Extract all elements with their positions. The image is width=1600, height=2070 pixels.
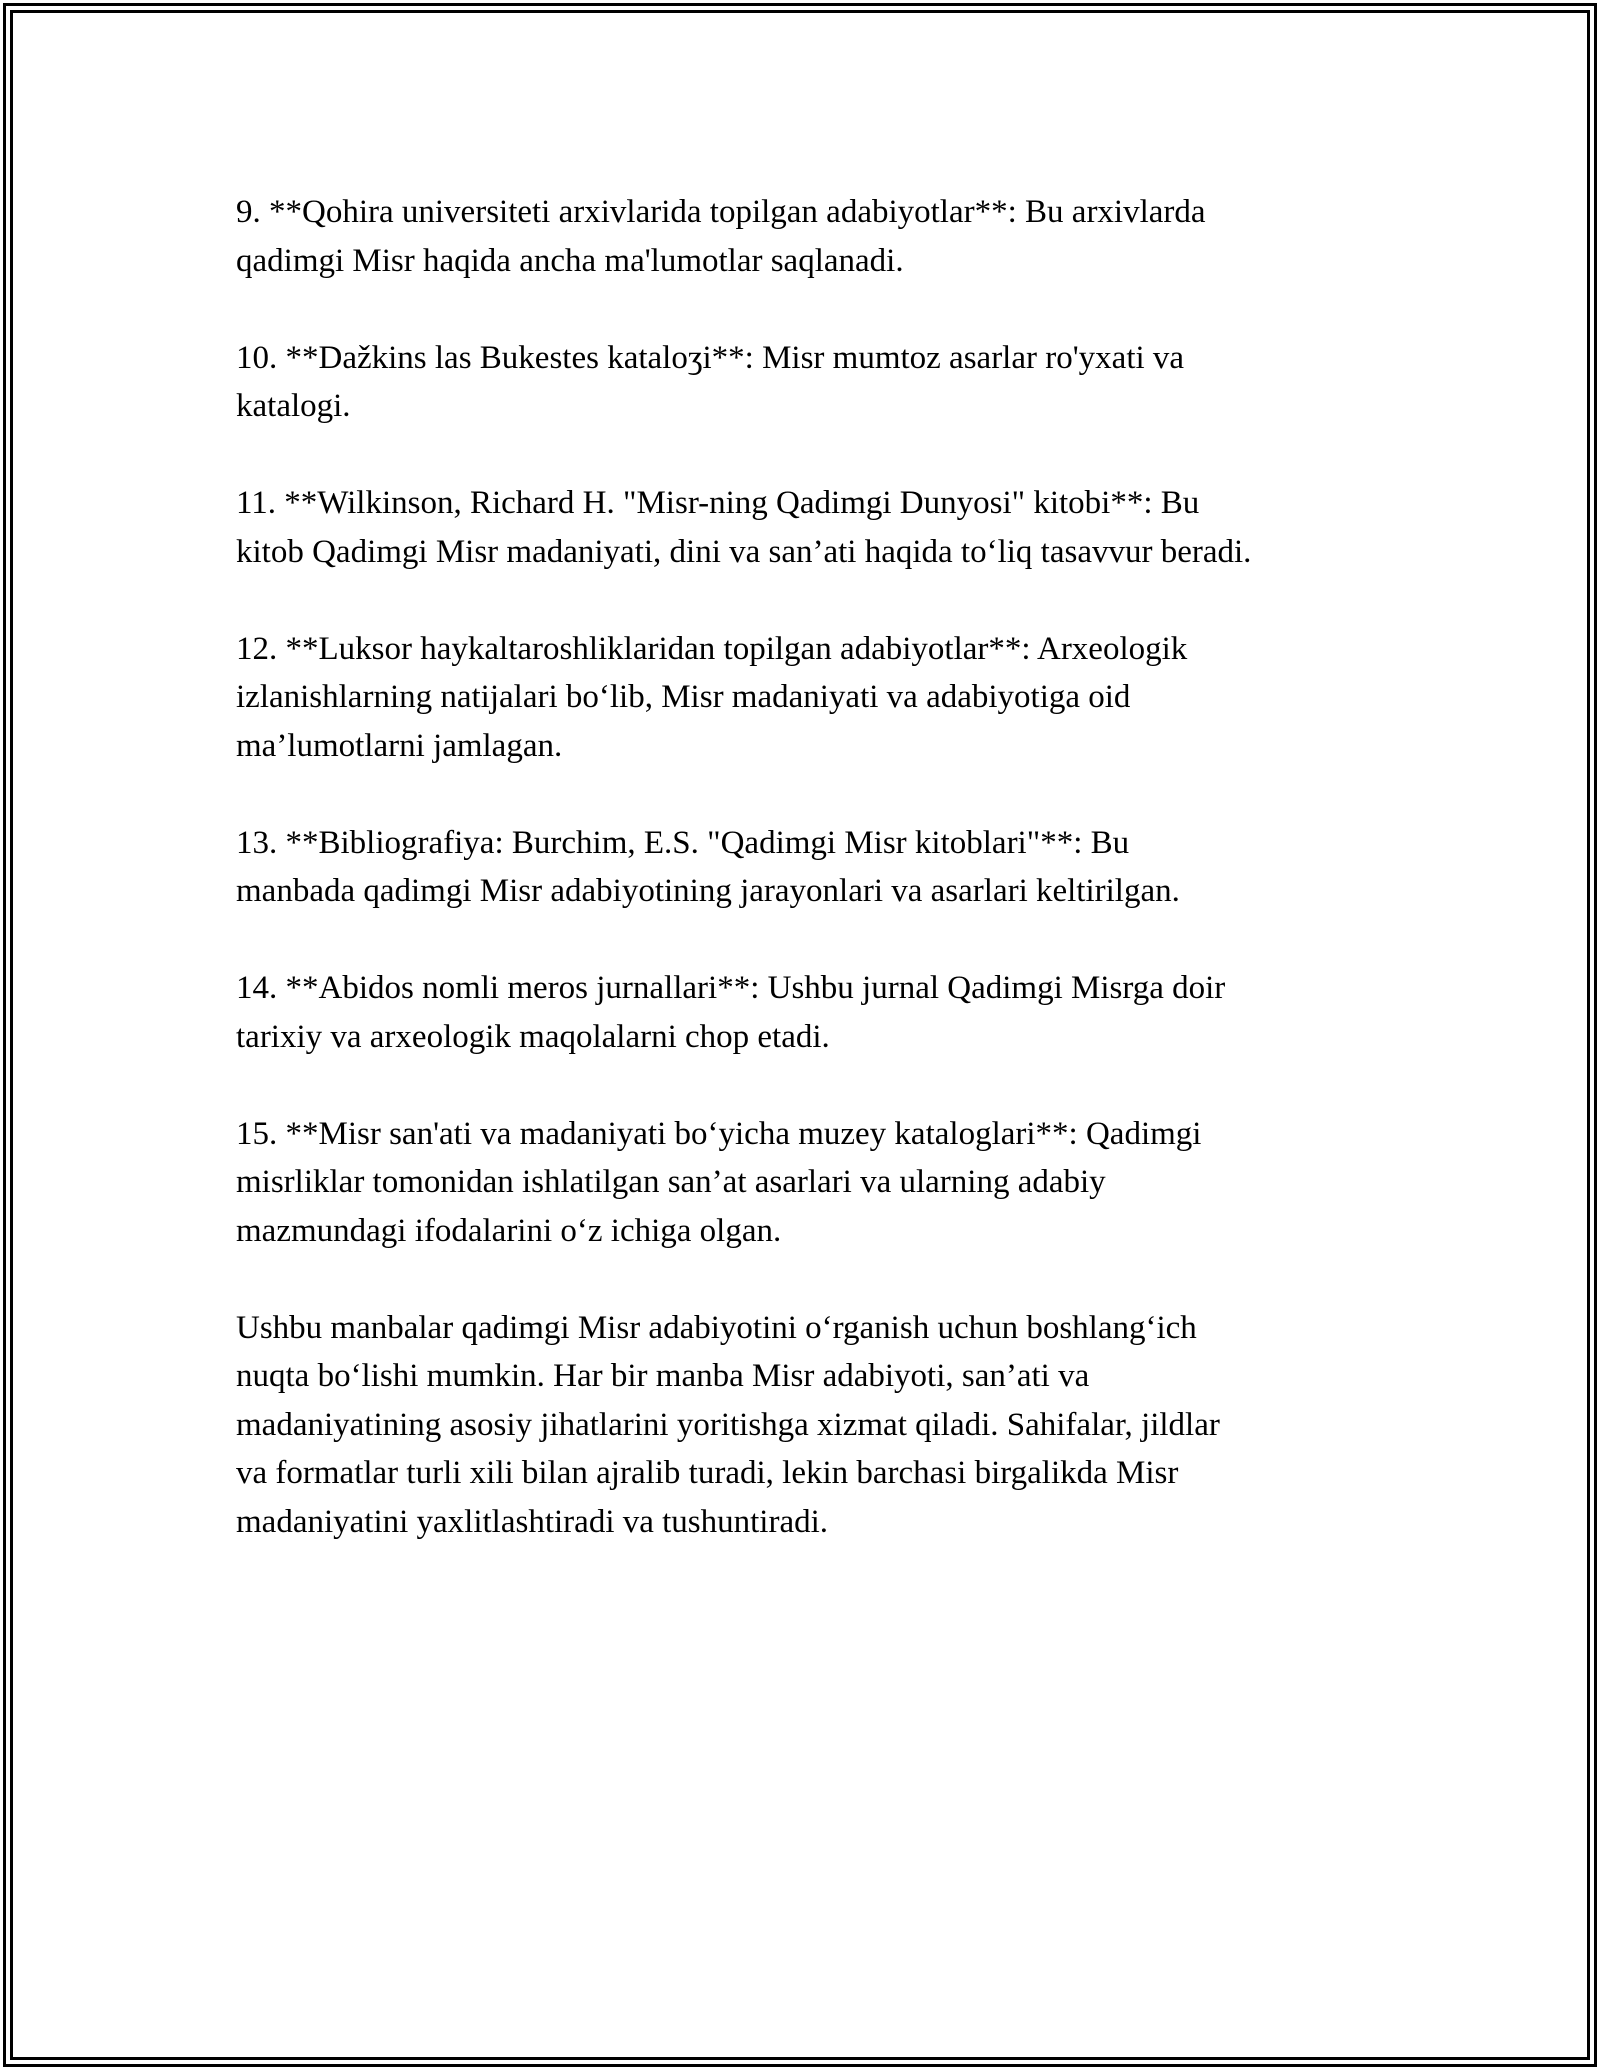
list-item-10 — [236, 334, 1396, 431]
text-line: tarixiy va arxeologik maqolalarni chop etadi. — [236, 1018, 830, 1055]
list-item-14 — [236, 964, 1396, 1061]
text-line: nuqta bo‘lishi mumkin. Har bir manba Misr adabiyoti, san’ati va — [236, 1358, 1090, 1394]
summary-paragraph — [236, 1304, 1396, 1547]
text-line: kitob Qadimgi Misr madaniyati, dini va san’ati haqida to‘liq tasavvur beradi. — [236, 533, 1252, 570]
text-line: 15. **Misr san'ati va madaniyati bo‘yicha muzey kataloglari**: Qadimgi — [236, 1115, 1202, 1152]
text-line: 11. **Wilkinson, Richard H. "Misr-ning Qadimgi Dunyosi" kitobi**: Bu — [236, 485, 1200, 521]
list-item-13 — [236, 819, 1396, 916]
text-line: manbada qadimgi Misr adabiyotining jarayonlari va asarlari keltirilgan. — [236, 873, 1180, 909]
text-line: madaniyatining asosiy jihatlarini yoritishga xizmat qiladi. Sahifalar, jildlar — [236, 1406, 1220, 1443]
text-line: mazmundagi ifodalarini o‘z ichiga olgan. — [236, 1212, 782, 1249]
text-line: va formatlar turli xili bilan ajralib turadi, lekin barchasi birgalikda Misr — [236, 1455, 1179, 1491]
text-line: madaniyatini yaxlitlashtiradi va tushuntiradi. — [236, 1503, 829, 1540]
list-item-12 — [236, 625, 1396, 771]
text-line: 10. **Dažkins las Bukestes kataloʒi**: Misr mumtoz asarlar ro'yxati va — [236, 339, 1185, 376]
text-line: misrliklar tomonidan ishlatilgan san’at asarlari va ularning adabiy — [236, 1164, 1106, 1200]
text-line: 13. **Bibliografiya: Burchim, E.S. "Qadimgi Misr kitoblari"**: Bu — [236, 824, 1130, 861]
list-item-15 — [236, 1110, 1396, 1256]
text-line: qadimgi Misr haqida ancha ma'lumotlar saqlanadi. — [236, 242, 904, 279]
text-line: izlanishlarning natijalari bo‘lib, Misr madaniyati va adabiyotiga oid — [236, 679, 1131, 715]
text-line: katalogi. — [236, 388, 351, 424]
text-line: 14. **Abidos nomli meros jurnallari**: Ushbu jurnal Qadimgi Misrga doir — [236, 970, 1226, 1006]
text-line: Ushbu manbalar qadimgi Misr adabiyotini o‘rganish uchun boshlang‘ich — [236, 1309, 1197, 1346]
text-line: ma’lumotlarni jamlagan. — [236, 727, 563, 764]
list-item-11 — [236, 479, 1396, 576]
document-body — [236, 188, 1396, 1595]
text-line: 12. **Luksor haykaltaroshliklaridan topilgan adabiyotlar**: Arxeologik — [236, 630, 1188, 667]
text-line: 9. **Qohira universiteti arxivlarida topilgan adabiyotlar**: Bu arxivlarda — [236, 194, 1206, 230]
list-item-9 — [236, 188, 1396, 285]
